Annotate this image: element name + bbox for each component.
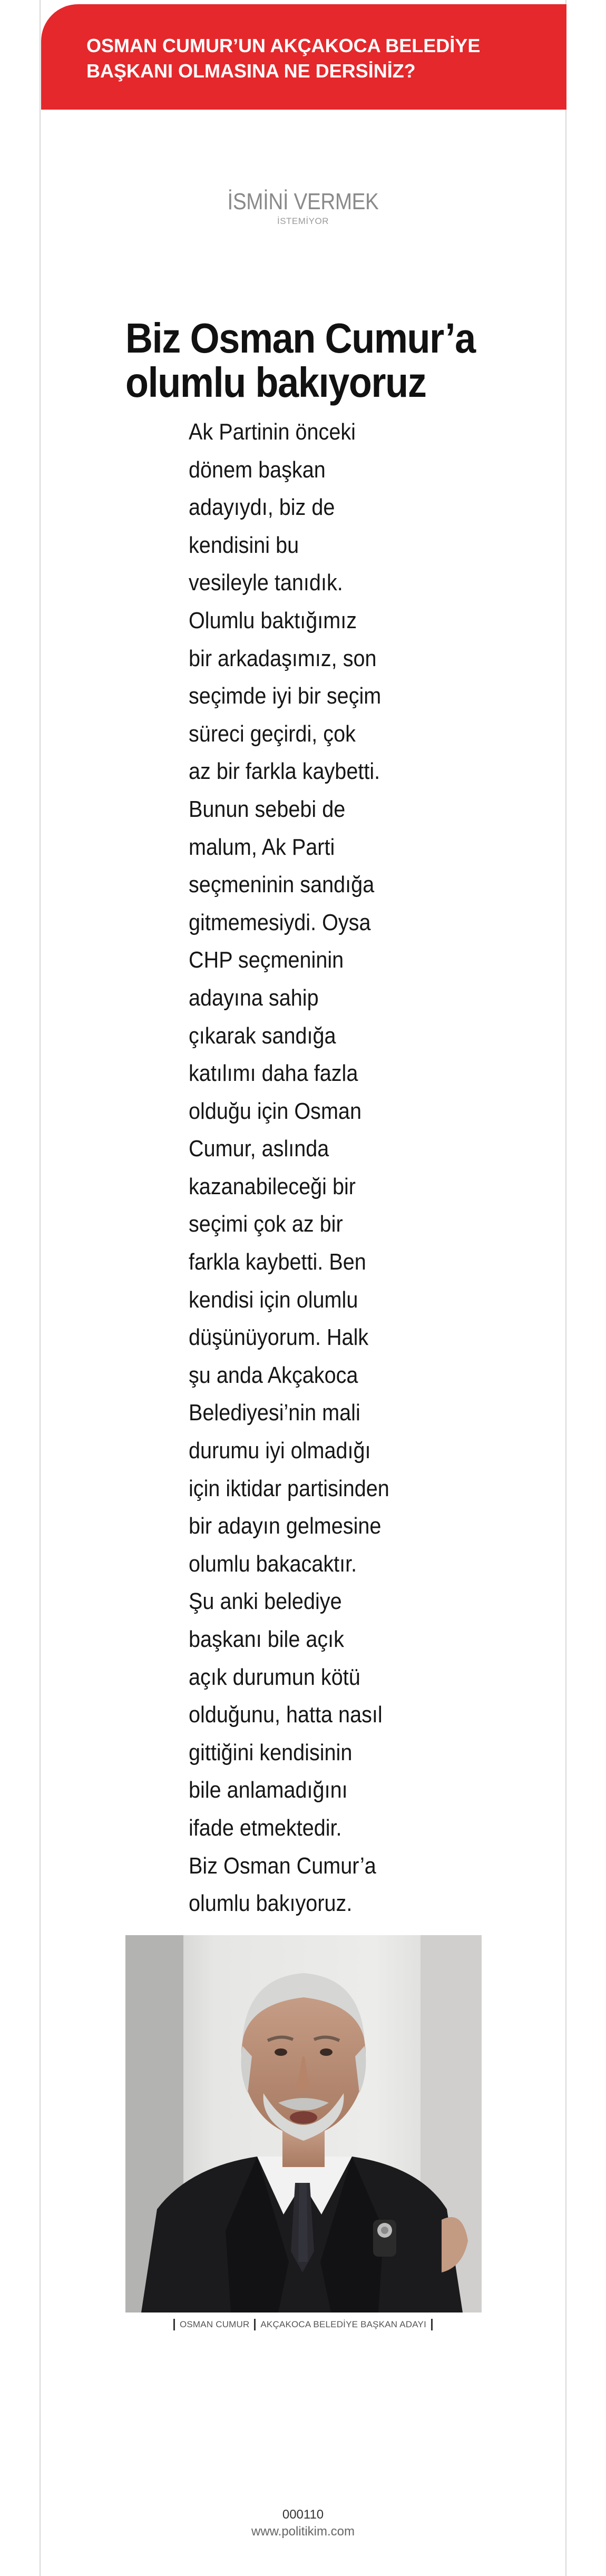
respondent-block xyxy=(40,189,566,227)
body-line: süreci geçirdi, çok xyxy=(189,720,356,747)
caption-name: OSMAN CUMUR xyxy=(179,2319,250,2329)
caption-divider xyxy=(254,2319,256,2330)
photo-caption xyxy=(40,2319,566,2330)
body-line: Biz Osman Cumur’a xyxy=(189,1852,376,1879)
portrait-photo xyxy=(125,1935,482,2312)
body-line: Belediyesi’nin mali xyxy=(189,1400,360,1426)
question-banner xyxy=(41,4,566,110)
body-line: için iktidar partisinden xyxy=(189,1475,389,1501)
body-line: seçimi çok az bir xyxy=(189,1211,343,1237)
body-line: çıkarak sandığa xyxy=(189,1022,336,1049)
body-line: düşünüyorum. Halk xyxy=(189,1324,369,1351)
body-line: ifade etmektedir. xyxy=(189,1814,342,1841)
body-line: bir adayın gelmesine xyxy=(189,1513,382,1539)
headline-line: olumlu bakıyoruz xyxy=(125,359,426,406)
body-line: seçmeninin sandığa xyxy=(189,872,375,898)
caption-divider xyxy=(431,2319,433,2330)
body-line: durumu iyi olmadığı xyxy=(189,1438,371,1464)
body-line: adayıydı, biz de xyxy=(189,494,335,521)
body-line: gittiğini kendisinin xyxy=(189,1739,353,1765)
article-body xyxy=(189,413,410,1923)
body-line: kendisini bu xyxy=(189,532,299,558)
body-line: başkanı bile açık xyxy=(189,1626,344,1652)
body-line: olumlu bakacaktır. xyxy=(189,1550,357,1577)
body-line: Şu anki belediye xyxy=(189,1588,342,1615)
body-line: açık durumun kötü xyxy=(189,1664,360,1690)
body-line: Cumur, aslında xyxy=(189,1136,329,1162)
site-url[interactable]: www.politikim.com xyxy=(251,2524,355,2539)
body-line: gitmemesiydi. Oysa xyxy=(189,909,371,935)
body-line: vesileyle tanıdık. xyxy=(189,570,343,596)
caption-divider xyxy=(173,2319,175,2330)
body-line: Olumlu baktığımız xyxy=(189,607,357,633)
body-line: katılımı daha fazla xyxy=(189,1060,358,1087)
body-line: kendisi için olumlu xyxy=(189,1286,358,1313)
body-line: adayına sahip xyxy=(189,984,319,1011)
body-line: kazanabileceği bir xyxy=(189,1173,356,1199)
page-footer xyxy=(40,2506,566,2540)
survey-question: OSMAN CUMUR’UN AKÇAKOCA BELEDİYE BAŞKANI OLMASINA NE DERSİNİZ? xyxy=(86,35,481,82)
respondent-name: İSMİNİ VERMEK xyxy=(227,189,379,214)
body-line: bir arkadaşımız, son xyxy=(189,645,377,671)
page-number: 000110 xyxy=(282,2507,324,2522)
body-line: CHP seçmeninin xyxy=(189,947,344,973)
body-line: seçimde iyi bir seçim xyxy=(189,683,382,709)
caption-role: AKÇAKOCA BELEDİYE BAŞKAN ADAYI xyxy=(260,2319,427,2329)
body-line: olduğu için Osman xyxy=(189,1098,361,1124)
headline-line: Biz Osman Cumur’a xyxy=(125,315,475,362)
body-line: farkla kaybetti. Ben xyxy=(189,1249,366,1275)
body-line: olduğunu, hatta nasıl xyxy=(189,1702,383,1728)
body-line: bile anlamadığını xyxy=(189,1777,348,1803)
body-line: dönem başkan xyxy=(189,456,326,483)
body-line: şu anda Akçakoca xyxy=(189,1362,358,1388)
body-line: Ak Partinin önceki xyxy=(189,419,356,445)
respondent-note: İSTEMİYOR xyxy=(277,216,329,226)
body-line: malum, Ak Parti xyxy=(189,834,335,860)
body-line: Bunun sebebi de xyxy=(189,796,346,822)
article-headline xyxy=(125,316,486,405)
portrait-illustration xyxy=(125,1935,482,2312)
body-line: olumlu bakıyoruz. xyxy=(189,1890,353,1917)
body-line: az bir farkla kaybetti. xyxy=(189,758,380,785)
